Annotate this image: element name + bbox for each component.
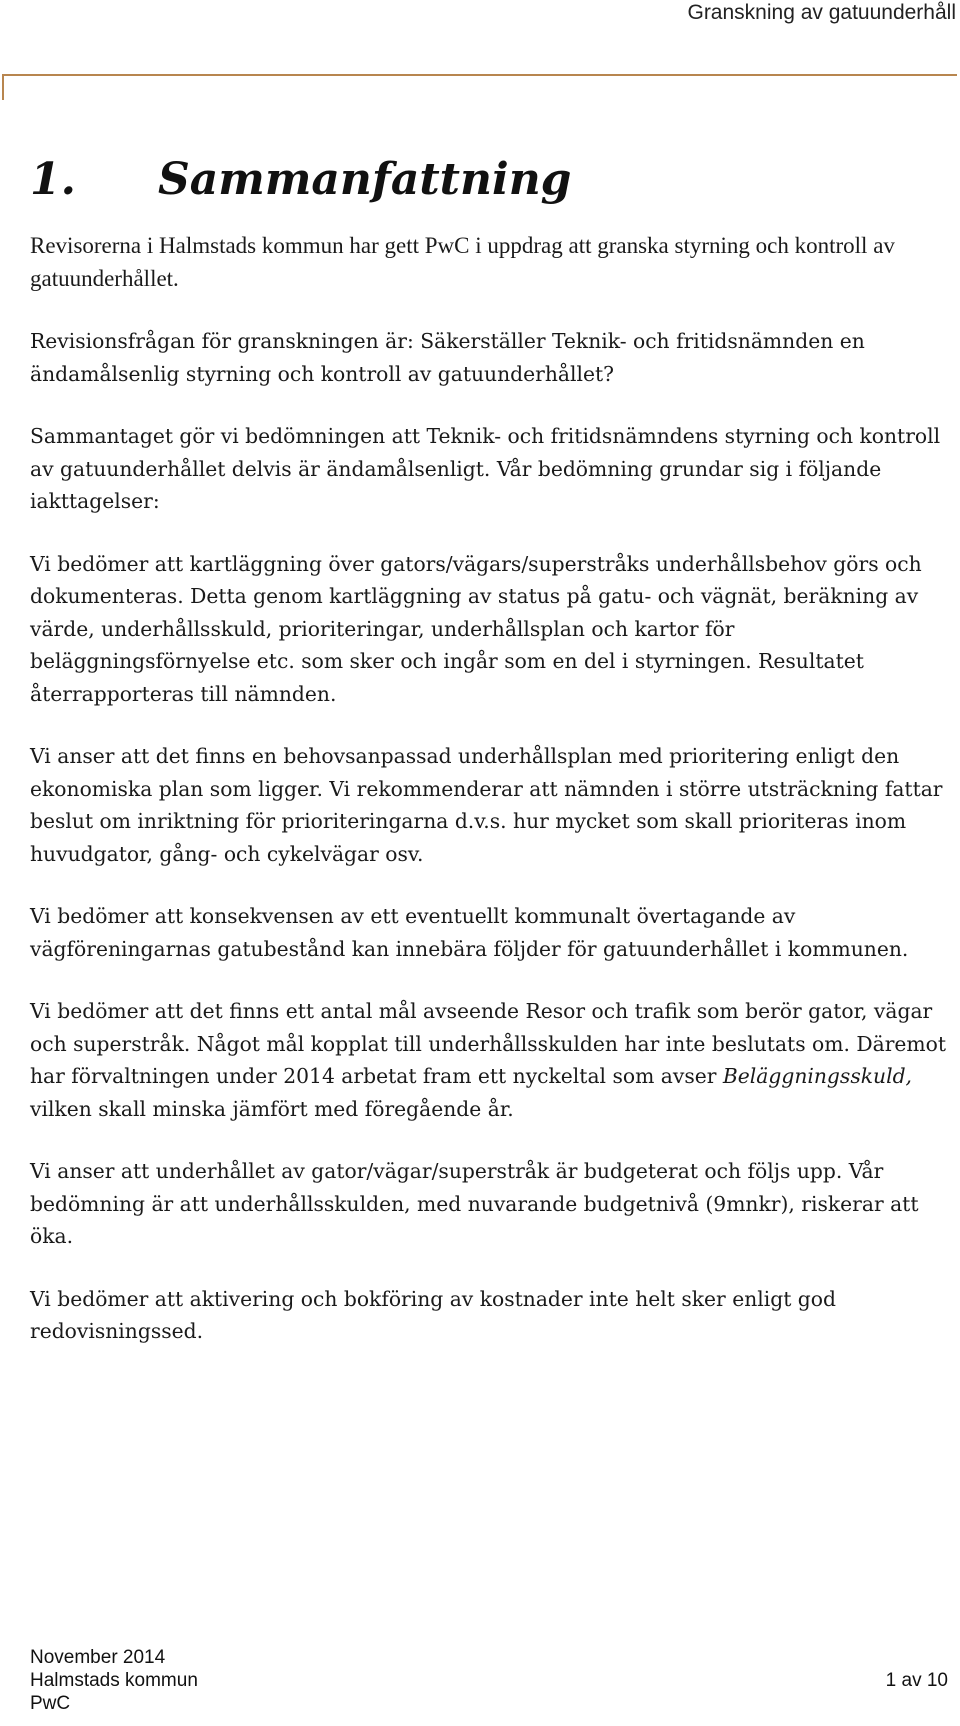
page-footer (30, 1646, 948, 1715)
footer-organization: Halmstads kommun (30, 1670, 198, 1691)
footer-company: PwC (30, 1693, 71, 1714)
section-heading (30, 150, 571, 210)
header-rule (2, 74, 957, 76)
header-rule-corner (2, 74, 4, 100)
paragraph-budget: Vi anser att underhållet av gator/vägar/superstråk är budgeterat och följs upp. Vår bedömning är att underhållsskulden, med nuvarande budgetnivå (9mnkr), riskerar att öka. (30, 1159, 919, 1248)
paragraph-audit-question: Revisionsfrågan för granskningen är: Säkerställer Teknik- och fritidsnämnden en ändamålsenlig styrning och kontroll av gatuunderhållet? (30, 329, 865, 386)
paragraph-road-associations: Vi bedömer att konsekvensen av ett eventuellt kommunalt övertagande av vägföreningarnas gatubestånd kan innebära följder för gatuunderhållet i kommunen. (30, 904, 909, 961)
footer-date: November 2014 (30, 1647, 166, 1668)
paragraph-goals-text: Vi bedömer att det finns ett antal mål avseende Resor och trafik som berör gator, vägar och superstråk. Något mål kopplat till underhållsskulden har inte beslutats om. Däremot har förvaltningen under 2014 arbetat fram ett nyckeltal som avser (30, 999, 947, 1088)
section-number: 1. (30, 154, 76, 205)
paragraph-mapping: Vi bedömer att kartläggning över gators/vägars/superstråks underhållsbehov görs och dokumenteras. Detta genom kartläggning av status på gatu- och vägnät, beräkning av värde, underhållsskuld, prioriteringar, underhållsplan och kartor för beläggningsförnyelse etc. som sker och ingår som en del i styrningen. Resultatet återrapporteras till nämnden. (30, 551, 922, 706)
summary-body (30, 230, 958, 1348)
paragraph-goals-emphasis: Beläggningsskuld, (722, 1064, 913, 1088)
paragraph-overall-assessment: Sammantaget gör vi bedömningen att Teknik- och fritidsnämndens styrning och kontroll av gatuunderhållet delvis är ändamålsenligt. Vår bedömning grundar sig i följande iakttagelser: (30, 424, 941, 513)
paragraph-goals (30, 995, 958, 1125)
paragraph-goals-text-end: vilken skall minska jämfört med föregående år. (30, 1096, 514, 1121)
section-title: Sammanfattning (158, 154, 572, 205)
paragraph-assignment: Revisorerna i Halmstads kommun har gett PwC i uppdrag att granska styrning och kontroll av gatuunderhållet. (30, 233, 895, 291)
paragraph-maintenance-plan: Vi anser att det finns en behovsanpassad underhållsplan med prioritering enligt den ekonomiska plan som ligger. Vi rekommenderar att nämnden i större utsträckning fattar beslut om inriktning för prioriteringarna d.v.s. hur mycket som skall prioriteras inom huvudgator, gång- och cykelvägar osv. (30, 744, 943, 866)
running-header-title: Granskning av gatuunderhåll (687, 1, 956, 24)
paragraph-accounting: Vi bedömer att aktivering och bokföring av kostnader inte helt sker enligt god redovisningssed. (30, 1286, 836, 1343)
footer-page-number: 1 av 10 (885, 1670, 948, 1691)
